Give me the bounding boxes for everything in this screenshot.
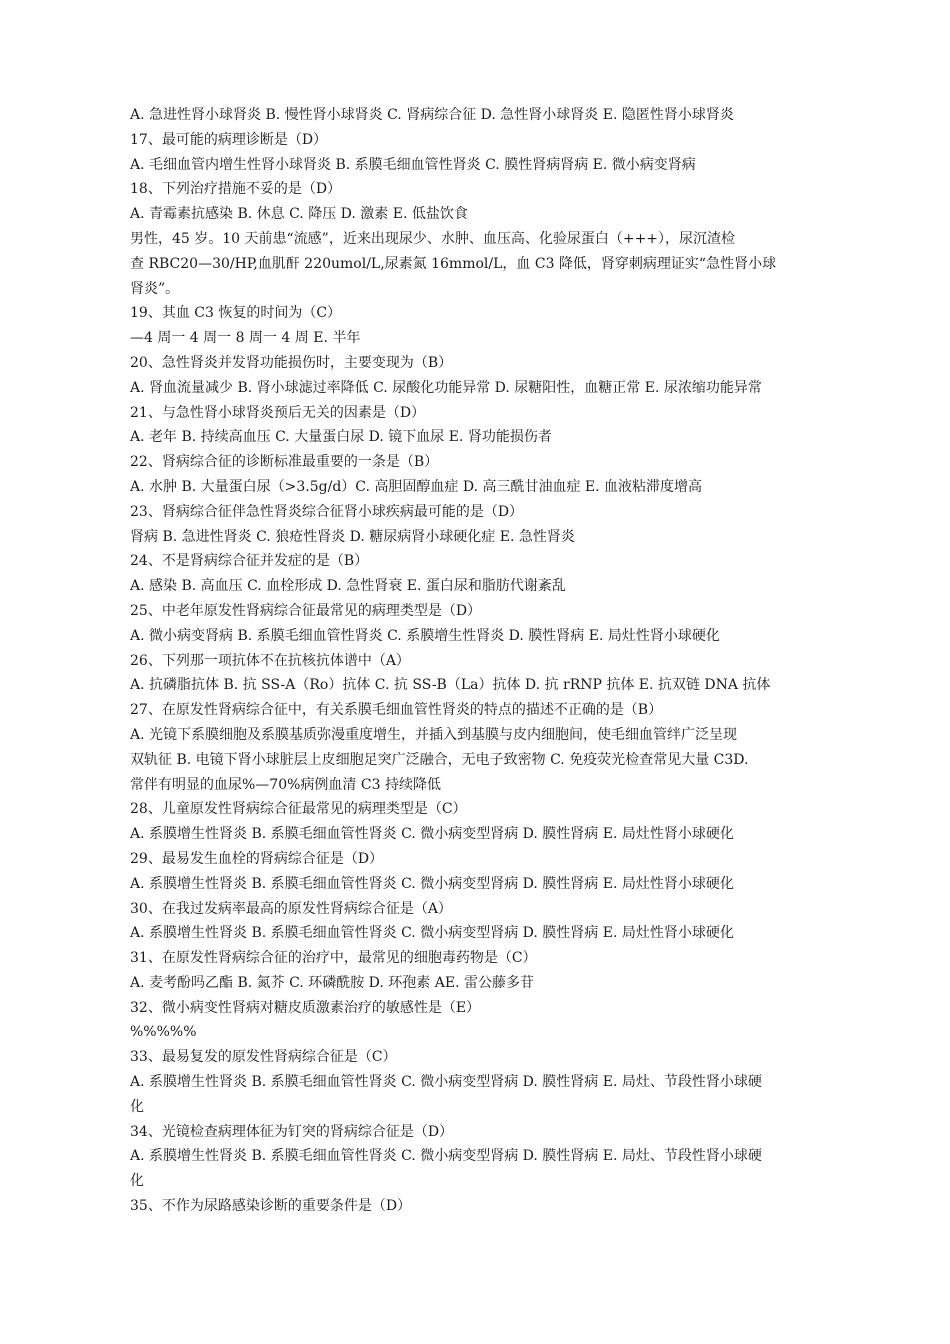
question-line: 29、最易发生血栓的肾病综合征是（D）: [130, 850, 384, 867]
question-line: 27、在原发性肾病综合征中，有关系膜毛细血管性肾炎的特点的描述不正确的是（B）: [130, 702, 663, 719]
question-line: 34、光镜检查病理体征为钉突的肾病综合征是（D）: [130, 1123, 454, 1140]
question-line: 17、最可能的病理诊断是（D）: [130, 131, 328, 148]
question-line: 28、儿童原发性肾病综合征最常见的病理类型是（C）: [130, 801, 467, 818]
text-line: 化: [130, 1173, 144, 1190]
question-line: 25、中老年原发性肾病综合征最常见的病理类型是（D）: [130, 602, 482, 619]
question-line: 31、在原发性肾病综合征的治疗中，最常见的细胞毒药物是（C）: [130, 950, 537, 967]
question-line: 24、不是肾病综合征并发症的是（B）: [130, 553, 369, 570]
question-line: 23、肾病综合征伴急性肾炎综合征肾小球疾病最可能的是（D）: [130, 503, 524, 520]
question-line: 20、急性肾炎并发肾功能损伤时，主要变现为（B）: [130, 354, 453, 371]
text-line: A. 光镜下系膜细胞及系膜基质弥漫重度增生，并插入到基膜与皮内细胞间，使毛细血管绊广泛呈现: [130, 726, 738, 743]
text-line: A. 系膜增生性肾炎 B. 系膜毛细血管性肾炎 C. 微小病变型肾病 D. 膜性肾病 E. 局灶、节段性肾小球硬: [130, 1074, 762, 1091]
text-line: 化: [130, 1098, 144, 1115]
text-line: —4 周一 4 周一 8 周一 4 周 E. 半年: [130, 330, 361, 347]
text-line: A. 麦考酚吗乙酯 B. 氮芥 C. 环磷酰胺 D. 环孢素 AE. 雷公藤多苷: [130, 974, 534, 991]
question-line: 32、微小病变性肾病对糖皮质激素治疗的敏感性是（E）: [130, 999, 481, 1016]
text-line: A. 微小病变肾病 B. 系膜毛细血管性肾炎 C. 系膜增生性肾炎 D. 膜性肾病 E. 局灶性肾小球硬化: [130, 627, 720, 644]
text-line: A. 青霉素抗感染 B. 休息 C. 降压 D. 激素 E. 低盐饮食: [130, 206, 468, 223]
question-line: 26、下列那一项抗体不在抗核抗体谱中（A）: [130, 652, 410, 669]
text-line: 查 RBC20—30/HP,血肌酐 220umol/L,尿素氮 16mmol/L，血 C3 降低，肾穿刺病理证实“急性肾小球: [130, 255, 777, 272]
text-line: 男性，45 岁。10 天前患“流感”，近来出现尿少、水肿、血压高、化验尿蛋白（+++），尿沉渣检: [130, 230, 736, 247]
text-line: %%%%%: [130, 1024, 197, 1041]
text-line: 肾炎”。: [130, 280, 180, 297]
question-line: 33、最易复发的原发性肾病综合征是（C）: [130, 1049, 397, 1066]
question-line: 19、其血 C3 恢复的时间为（C）: [130, 305, 342, 322]
text-line: A. 感染 B. 高血压 C. 血栓形成 D. 急性肾衰 E. 蛋白尿和脂肪代谢紊乱: [130, 578, 566, 595]
question-line: 18、下列治疗措施不妥的是（D）: [130, 181, 342, 198]
question-line: 30、在我过发病率最高的原发性肾病综合征是（A）: [130, 900, 452, 917]
text-line: A. 急进性肾小球肾炎 B. 慢性肾小球肾炎 C. 肾病综合征 D. 急性肾小球肾炎 E. 隐匿性肾小球肾炎: [130, 107, 734, 123]
text-line: 肾病 B. 急进性肾炎 C. 狼疮性肾炎 D. 糖尿病肾小球硬化症 E. 急性肾炎: [130, 528, 575, 545]
text-line: 双轨征 B. 电镜下肾小球脏层上皮细胞足突广泛融合，无电子致密物 C. 免疫荧光检查常见大量 C3D.: [130, 751, 749, 768]
text-line: A. 老年 B. 持续高血压 C. 大量蛋白尿 D. 镜下血尿 E. 肾功能损伤者: [130, 429, 552, 446]
question-line: 35、不作为尿路感染诊断的重要条件是（D）: [130, 1198, 412, 1215]
text-line: A. 系膜增生性肾炎 B. 系膜毛细血管性肾炎 C. 微小病变型肾病 D. 膜性肾病 E. 局灶、节段性肾小球硬: [130, 1148, 762, 1165]
text-line: A. 系膜增生性肾炎 B. 系膜毛细血管性肾炎 C. 微小病变型肾病 D. 膜性肾病 E. 局灶性肾小球硬化: [130, 875, 734, 892]
text-line: A. 肾血流量减少 B. 肾小球滤过率降低 C. 尿酸化功能异常 D. 尿糖阳性，血糖正常 E. 尿浓缩功能异常: [130, 379, 762, 396]
text-line: A. 抗磷脂抗体 B. 抗 SS-A（Ro）抗体 C. 抗 SS-B（La）抗体 D. 抗 rRNP 抗体 E. 抗双链 DNA 抗体: [130, 677, 771, 694]
text-line: A. 毛细血管内增生性肾小球肾炎 B. 系膜毛细血管性肾炎 C. 膜性肾病肾病 E. 微小病变肾病: [130, 156, 696, 173]
question-line: 22、肾病综合征的诊断标准最重要的一条是（B）: [130, 454, 439, 471]
text-line: 常伴有明显的血尿%—70%病例血清 C3 持续降低: [130, 776, 441, 793]
question-line: 21、与急性肾小球肾炎预后无关的因素是（D）: [130, 404, 426, 421]
text-line: A. 系膜增生性肾炎 B. 系膜毛细血管性肾炎 C. 微小病变型肾病 D. 膜性肾病 E. 局灶性肾小球硬化: [130, 826, 734, 843]
text-line: A. 系膜增生性肾炎 B. 系膜毛细血管性肾炎 C. 微小病变型肾病 D. 膜性肾病 E. 局灶性肾小球硬化: [130, 925, 734, 942]
text-line: A. 水肿 B. 大量蛋白尿（>3.5g/d）C. 高胆固醇血症 D. 高三酰甘油血症 E. 血液粘滞度增高: [130, 478, 703, 495]
document-page: [130, 103, 820, 1219]
